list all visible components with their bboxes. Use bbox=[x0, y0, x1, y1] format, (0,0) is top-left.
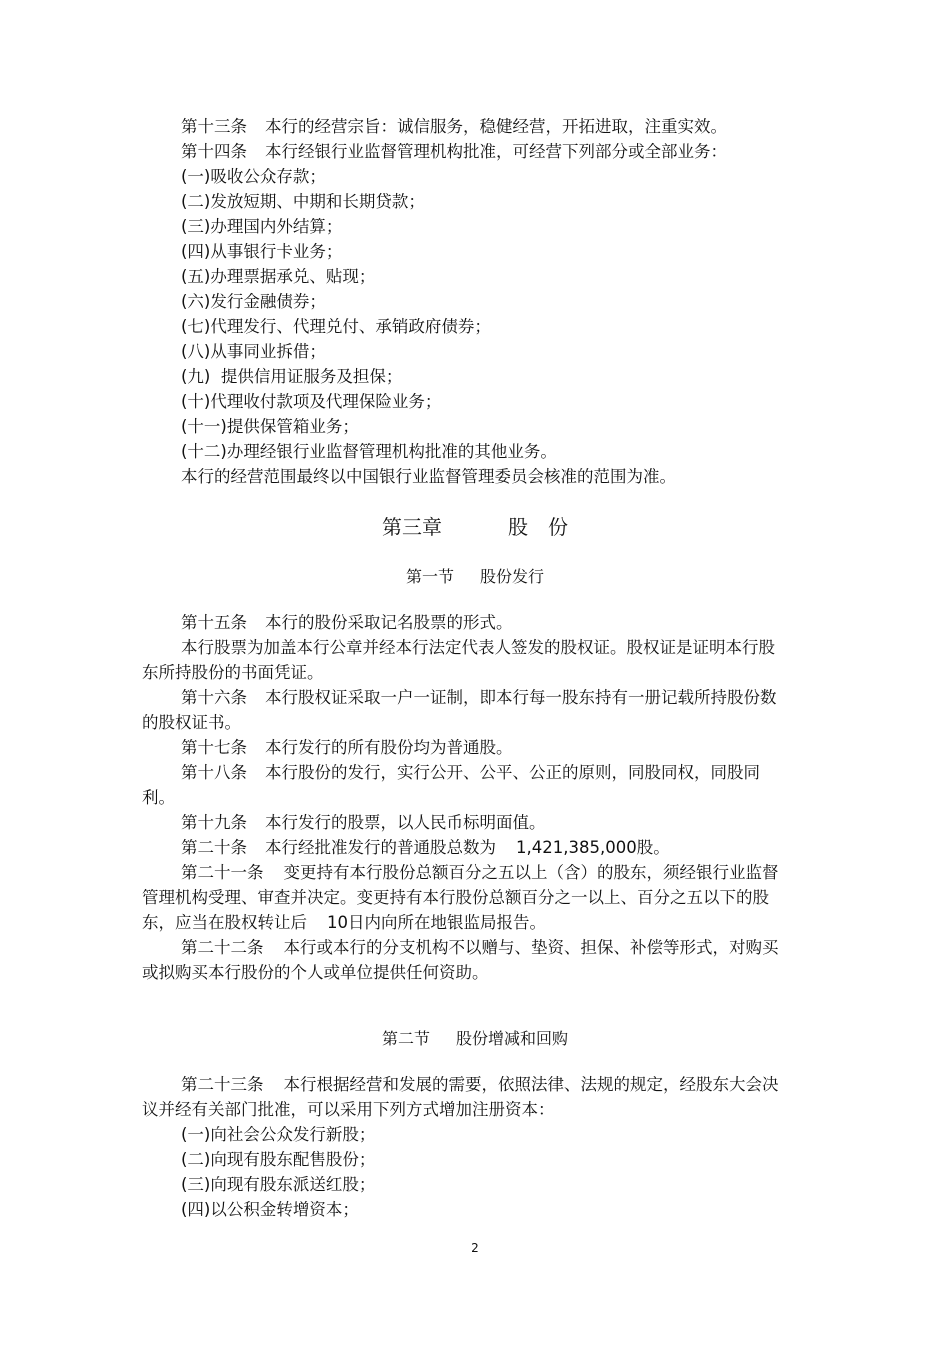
list-item: (一)向社会公众发行新股； bbox=[181, 1125, 376, 1144]
article-text: 本行股份的发行，实行公开、公平、公正的原则，同股同权，同股同利。 bbox=[142, 763, 760, 807]
article-23-text bbox=[142, 1072, 782, 1122]
list-item: (三)向现有股东派送红股； bbox=[181, 1175, 376, 1194]
article-number: 第十三条 bbox=[181, 117, 247, 136]
article-text: 本行发行的股票，以人民币标明面值。 bbox=[265, 813, 546, 832]
list-item: (五)办理票据承兑、贴现； bbox=[181, 267, 376, 286]
section-number: 第一节 bbox=[405, 567, 454, 586]
article-15-paragraph: 本行股票为加盖本行公章并经本行法定代表人签发的股权证。股权证是证明本行股东所持股份的书面凭证。 bbox=[142, 638, 775, 682]
list-item: (七)代理发行、代理兑付、承销政府债券； bbox=[181, 317, 491, 336]
article-number: 第十七条 bbox=[181, 738, 247, 757]
article-13 bbox=[142, 114, 782, 139]
articles-13-14 bbox=[142, 114, 782, 489]
article-20 bbox=[142, 835, 782, 860]
article-number: 第二十一条 bbox=[181, 863, 264, 882]
chapter-number: 第三章 bbox=[382, 515, 442, 539]
article-text: 本行的股份采取记名股票的形式。 bbox=[265, 613, 513, 632]
list-item: (二)向现有股东配售股份； bbox=[181, 1150, 376, 1169]
list-item: (八)从事同业拆借； bbox=[181, 342, 326, 361]
article-text: 股。 bbox=[636, 838, 670, 857]
article-22 bbox=[142, 935, 782, 985]
list-item: (四)从事银行卡业务； bbox=[181, 242, 343, 261]
section-title: 股份发行 bbox=[480, 567, 545, 586]
articles-15-22 bbox=[142, 610, 782, 985]
article-16 bbox=[142, 685, 782, 735]
article-text: 本行根据经营和发展的需要，依照法律、法规的规定，经股东大会决议并经有关部门批准，可以采用下列方式增加注册资本： bbox=[142, 1075, 779, 1119]
list-item: (六)发行金融债券； bbox=[181, 292, 326, 311]
list-item: (十)代理收付款项及代理保险业务； bbox=[181, 392, 442, 411]
article-text: 本行经批准发行的普通股总数为 bbox=[265, 838, 496, 857]
article-23 bbox=[142, 1072, 782, 1222]
article-text: 本行的经营宗旨：诚信服务，稳健经营，开拓进取，注重实效。 bbox=[265, 117, 727, 136]
list-item: (一)吸收公众存款； bbox=[181, 167, 326, 186]
list-item: (十一)提供保管箱业务； bbox=[181, 417, 359, 436]
list-item: (三)办理国内外结算； bbox=[181, 217, 343, 236]
section-number: 第二节 bbox=[381, 1029, 430, 1048]
section-title: 股份增减和回购 bbox=[456, 1029, 569, 1048]
share-count: 1,421,385,000 bbox=[516, 838, 637, 857]
article-number: 第十五条 bbox=[181, 613, 247, 632]
article-21 bbox=[142, 860, 782, 935]
article-text: 本行经银行业监督管理机构批准，可经营下列部分或全部业务： bbox=[265, 142, 727, 161]
article-19 bbox=[142, 810, 782, 835]
page-number: 2 bbox=[471, 1241, 479, 1255]
article-number: 第二十条 bbox=[181, 838, 247, 857]
list-item: (九) 提供信用证服务及担保； bbox=[181, 367, 403, 386]
section-heading-2 bbox=[0, 1027, 950, 1051]
section-heading-1 bbox=[0, 565, 950, 589]
article-text: 本行或本行的分支机构不以赠与、垫资、担保、补偿等形式，对购买或拟购买本行股份的个人或单位提供任何资助。 bbox=[142, 938, 779, 982]
article-number: 第十六条 bbox=[181, 688, 247, 707]
article-number: 第二十三条 bbox=[181, 1075, 264, 1094]
article-number: 第二十二条 bbox=[181, 938, 264, 957]
article-number: 第十四条 bbox=[181, 142, 247, 161]
article-text: 变更持有本行股份总额百分之五以上（含）的股东，须经银行业监督管理机构受理、审查并决定。变更持有本行股份总额百分之一以上、百分之五以下的股东，应当在股权转让后 bbox=[142, 863, 779, 932]
article-14 bbox=[142, 139, 782, 164]
list-item: (四)以公积金转增资本； bbox=[181, 1200, 359, 1219]
day-count: 10 bbox=[327, 913, 348, 932]
chapter-title: 股 份 bbox=[508, 515, 568, 539]
article-number: 第十八条 bbox=[181, 763, 247, 782]
chapter-heading bbox=[0, 514, 950, 540]
article-text: 日内向所在地银监局报告。 bbox=[348, 913, 546, 932]
article-15 bbox=[142, 610, 782, 635]
article-18 bbox=[142, 760, 782, 810]
scope-note: 本行的经营范围最终以中国银行业监督管理委员会核准的范围为准。 bbox=[181, 467, 676, 486]
article-text: 本行发行的所有股份均为普通股。 bbox=[265, 738, 513, 757]
article-text: 本行股权证采取一户一证制，即本行每一股东持有一册记载所持股份数的股权证书。 bbox=[142, 688, 777, 732]
article-17 bbox=[142, 735, 782, 760]
list-item: (二)发放短期、中期和长期贷款； bbox=[181, 192, 425, 211]
list-item: (十二)办理经银行业监督管理机构批准的其他业务。 bbox=[181, 442, 557, 461]
article-number: 第十九条 bbox=[181, 813, 247, 832]
